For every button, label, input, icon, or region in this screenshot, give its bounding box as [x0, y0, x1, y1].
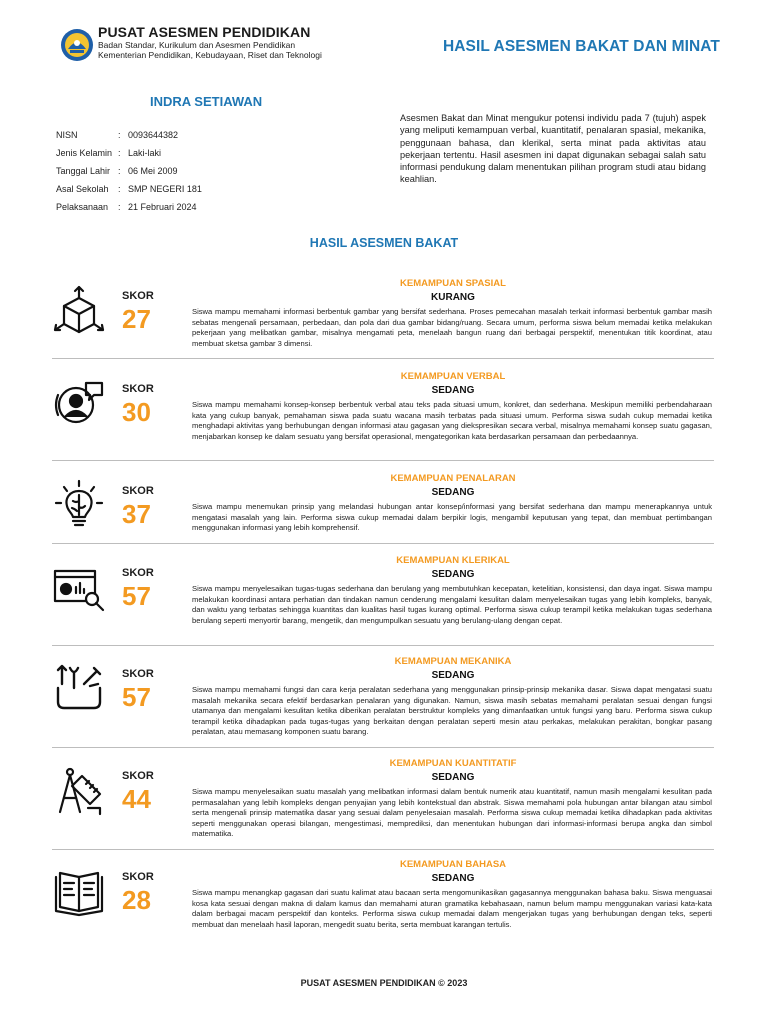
aspect-description: Siswa mampu memahami konsep-konsep berbentuk verbal atau teks pada situasi umum, konkret, dan sederhana. Meskipun memiliki perbendaharaan kata yang cukup banyak, pemahaman siswa pada suatu wacana masih terbatas pada situasi umum. Performa siswa sudah cukup memadai ketika menghadapi aktivitas yang berhubungan dengan informasi atau gagasan yang diekspresikan secara verbal, misalnya memahami konsep suatu gagasan, menjabarkan konsep ke dalam sesuatu yang bersifat operasional, mengategorikan kata berdasarkan persamaan dan perbedaannya.	[192, 400, 712, 441]
score-value: 44	[122, 784, 151, 814]
aspect-level: SEDANG	[431, 670, 475, 681]
info-row	[56, 180, 202, 198]
info-label: Asal Sekolah	[56, 184, 109, 194]
score-value: 30	[122, 397, 151, 427]
info-row	[56, 126, 202, 144]
score-value: 27	[122, 304, 151, 334]
score-value: 37	[122, 499, 151, 529]
info-value: 21 Februari 2024	[128, 202, 197, 212]
aspect-card-spasial	[52, 278, 714, 358]
divider	[52, 645, 714, 646]
student-info-table	[56, 126, 202, 216]
brain-bulb-icon	[52, 479, 106, 533]
aspect-level: SEDANG	[431, 487, 475, 498]
page-title: HASIL ASESMEN BAKAT DAN MINAT	[442, 38, 720, 55]
org-block	[98, 24, 322, 60]
header	[60, 24, 720, 74]
info-value: 06 Mei 2009	[128, 166, 178, 176]
info-row	[56, 162, 202, 180]
score-value: 57	[122, 682, 151, 712]
info-label: Tanggal Lahir	[56, 166, 111, 176]
aspect-description: Siswa mampu menemukan prinsip yang melandasi hubungan antar konsep/informasi yang bersifat sederhana dan mampu menerapkannya untuk mengatasi masalah yang lain. Performa siswa cukup memadai dalam berpikir logis, mengambil keputusan yang tepat, dan membuat pertimbangan menggunakan informasi yang lebih komprehensif.	[192, 502, 712, 533]
speaking-person-icon	[52, 377, 106, 431]
compass-ruler-icon	[52, 764, 106, 818]
aspect-title: KEMAMPUAN MEKANIKA	[394, 656, 512, 667]
aspect-title: KEMAMPUAN PENALARAN	[390, 473, 516, 484]
divider	[52, 358, 714, 359]
aspect-level: SEDANG	[431, 772, 475, 783]
aspect-title: KEMAMPUAN KLERIKAL	[396, 555, 510, 566]
aspect-description: Siswa mampu memahami informasi berbentuk gambar yang bersifat sederhana. Proses pemecahan masalah terkait informasi berbentuk gambar masih sebatas mengenali persamaan, perbedaan, dan pola dari dua gambar bidang/ruang. Secara umum, performa siswa belum memadai ketika melakukan pekerjaan yang melibatkan gambar, misalnya mengamati peta, menelaah bangun ruang dari berbagai perspektif, menentukan titik koordinat, atau membuat sketsa gambar 3 dimensi.	[192, 307, 712, 348]
info-value: Laki-laki	[128, 148, 162, 158]
score-value: 28	[122, 885, 151, 915]
intro-paragraph: Asesmen Bakat dan Minat mengukur potensi individu pada 7 (tujuh) aspek yang meliputi kemampuan verbal, kuantitatif, penalaran spasial, mekanika, penggunaan bahasa, dan klerikal, serta minat pada aktivitas atau pekerjaan tertentu. Hasil asesmen ini dapat digunakan sebagai salah satu informasi pendukung dalam menentukan pilihan program studi atau bidang keahlian.	[400, 113, 706, 185]
aspect-title: KEMAMPUAN SPASIAL	[400, 278, 506, 289]
info-separator: :	[118, 166, 121, 176]
tut-wuri-handayani-logo-icon	[60, 28, 94, 62]
divider	[52, 849, 714, 850]
skor-label: SKOR	[122, 668, 154, 680]
aspect-level: SEDANG	[431, 385, 475, 396]
score-value: 57	[122, 581, 151, 611]
student-name: INDRA SETIAWAN	[150, 94, 263, 109]
aspect-title: KEMAMPUAN KUANTITATIF	[389, 758, 517, 769]
aspect-title: KEMAMPUAN VERBAL	[400, 371, 506, 382]
aspect-card-klerikal	[52, 555, 714, 645]
skor-label: SKOR	[122, 383, 154, 395]
info-label: NISN	[56, 130, 78, 140]
info-row	[56, 198, 202, 216]
org-name: PUSAT ASESMEN PENDIDIKAN	[98, 24, 311, 40]
aspect-card-mekanika	[52, 656, 714, 746]
info-separator: :	[118, 148, 121, 158]
aspect-description: Siswa mampu menyelesaikan suatu masalah yang melibatkan informasi dalam bentuk numerik atau kuantitatif, namun masih mengalami kesulitan pada permasalahan yang lebih kompleks dengan penyajian yang lebih kontekstual dan abstrak. Siswa memahami pola hubungan antar bilangan atau simbol serta mengenali prinsip matematika dasar yang sesuai dalam penyelesaian masalah. Performa siswa cukup memadai ketika dihadapkan pada aktivitas seperti menggunakan operasi bilangan, mengestimasi, memprediksi, dan menentukan hubungan dari informasi-informasi berupa angka dan simbol matematika.	[192, 787, 712, 839]
skor-label: SKOR	[122, 567, 154, 579]
divider	[52, 543, 714, 544]
info-row	[56, 144, 202, 162]
footer: PUSAT ASESMEN PENDIDIKAN © 2023	[300, 978, 468, 988]
org-line-1: Badan Standar, Kurikulum dan Asesmen Pendidikan	[98, 40, 296, 50]
aspect-description: Siswa mampu menangkap gagasan dari suatu kalimat atau bacaan serta mengomunikasikan gagasannya menggunakan bahasa baku. Siswa menguasai kosa kata sesuai dengan makna di dalam kamus dan memahami aturan gramatika kebahasaan, namun belum mampu menggunakan variasi kata-kata dalam berbagai macam perspektif dan konteks. Performa siswa cukup memadai dalam mengerjakan tugas yang berhubungan dengan teks, seperti membuat dan menelaah hasil laporan, mengedit suatu berita, serta membuat karangan tertulis.	[192, 888, 712, 929]
aspect-description: Siswa mampu menyelesaikan tugas-tugas sederhana dan berulang yang membutuhkan kecepatan, ketelitian, konsistensi, dan daya ingat. Siswa mampu melakukan koordinasi antara perhatian dan tindakan namun cenderung mengalami kesulitan dalam menyelesaikan tugas yang lebih kompleks, banyak, dan waktu yang terbatas sehingga kuantitas dan kualitas hasil tugas kurang optimal. Performa siswa cukup terampil ketika melakukan tugas sederhana berulang seperti menyortir barang, mengetik, dan mengumpulkan sesuatu yang berulang-ulang dengan cepat.	[192, 584, 712, 625]
info-label: Jenis Kelamin	[56, 148, 113, 158]
aspect-title: KEMAMPUAN BAHASA	[399, 859, 507, 870]
aspect-card-bahasa	[52, 859, 714, 949]
aspect-card-verbal	[52, 371, 714, 453]
toolbox-icon	[52, 662, 106, 716]
info-separator: :	[118, 184, 121, 194]
section-title: HASIL ASESMEN BAKAT	[309, 236, 459, 250]
info-separator: :	[118, 130, 121, 140]
aspect-card-kuantitatif	[52, 758, 714, 848]
report-magnifier-icon	[52, 561, 106, 615]
divider	[52, 747, 714, 748]
skor-label: SKOR	[122, 290, 154, 302]
skor-label: SKOR	[122, 485, 154, 497]
open-book-icon	[52, 865, 106, 919]
org-line-2: Kementerian Pendidikan, Kebudayaan, Riset dan Teknologi	[98, 50, 322, 60]
info-value: 0093644382	[128, 130, 179, 140]
aspect-card-penalaran	[52, 473, 714, 543]
info-label: Pelaksanaan	[56, 202, 109, 212]
aspect-description: Siswa mampu memahami fungsi dan cara kerja peralatan sederhana yang menggunakan prinsip-prinsip mekanika dasar. Siswa dapat mengatasi suatu masalah mekanika secara efektif berdasarkan penalaran yang digunakan. Namun, siswa masih sebatas memahami peralatan sesuai dengan fungsi utamanya dan mengalami kesulitan ketika diberikan peralatan berstruktur kompleks yang dimanfaatkan untuk fungsi yang baru. Performa siswa cukup terampil ketika dihadapkan pada tugas-tugas yang berkaitan dengan peralatan seperti mesin atau perkakas, melakukan perakitan, bongkar pasang peralatan, atau memasang komponen suatu barang.	[192, 685, 712, 737]
divider	[52, 460, 714, 461]
skor-label: SKOR	[122, 770, 154, 782]
aspect-level: SEDANG	[431, 873, 475, 884]
aspect-level: SEDANG	[431, 569, 475, 580]
3d-cube-icon	[52, 284, 106, 338]
skor-label: SKOR	[122, 871, 154, 883]
info-separator: :	[118, 202, 121, 212]
info-value: SMP NEGERI 181	[128, 184, 202, 194]
aspect-level: KURANG	[431, 292, 475, 303]
